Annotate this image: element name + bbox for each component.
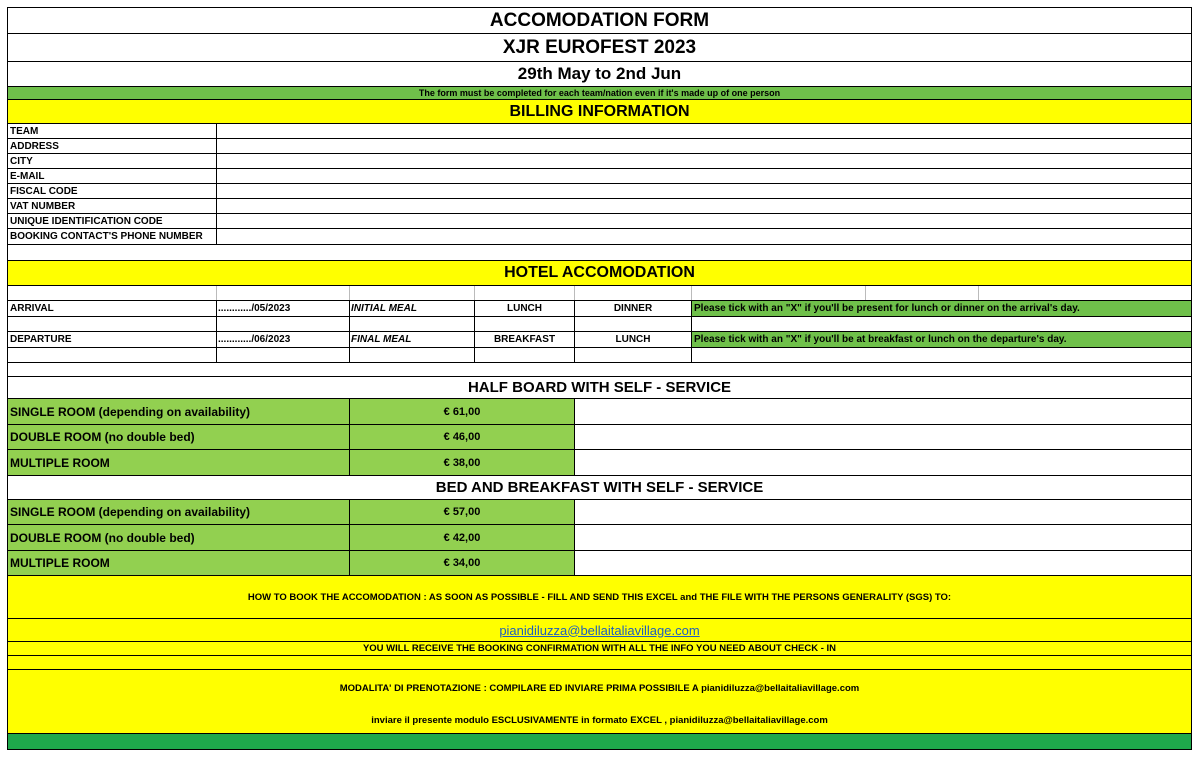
- bnb-multiple-quantity[interactable]: [574, 551, 1191, 575]
- bnb-room-row: [7, 500, 1192, 525]
- bottom-band: [7, 734, 1192, 750]
- accomodation-form: [7, 7, 1192, 750]
- departure-note: Please tick with an "X" if you'll be at breakfast or lunch on the departure's day.: [691, 332, 1191, 347]
- address-input[interactable]: [216, 139, 1191, 153]
- half-board-room-row: [7, 425, 1192, 450]
- departure-label: DEPARTURE: [10, 334, 72, 345]
- billing-label: VAT NUMBER: [10, 200, 76, 212]
- grid-cell: [865, 286, 978, 300]
- spacer-row: [7, 245, 1192, 261]
- room-name: SINGLE ROOM (depending on availability): [8, 399, 349, 424]
- event-title: XJR EUROFEST 2023: [502, 36, 697, 58]
- phone-input[interactable]: [216, 229, 1191, 244]
- departure-blank-cell: [691, 348, 1191, 362]
- grid-cell: [349, 286, 474, 300]
- arrival-blank-cell: [349, 317, 474, 331]
- half-board-multiple-quantity[interactable]: [574, 450, 1191, 475]
- booking-email-link[interactable]: pianidiluzza@bellaitaliavillage.com: [499, 622, 700, 638]
- event-title-row: [7, 34, 1192, 62]
- email-row: [7, 619, 1192, 642]
- billing-row-fiscal-code: [7, 184, 1192, 199]
- billing-row-unique-code: [7, 214, 1192, 229]
- how-to-book-text: HOW TO BOOK THE ACCOMODATION : AS SOON AS POSSIBLE - FILL AND SEND THIS EXCEL and THE FILE WITH THE PERSONS GENERALITY (SGS) TO:: [247, 591, 952, 603]
- half-board-heading-row: [7, 377, 1192, 399]
- city-input[interactable]: [216, 154, 1191, 168]
- initial-meal-label: INITIAL MEAL: [349, 301, 474, 316]
- final-meal-label: FINAL MEAL: [349, 332, 474, 347]
- hotel-heading: HOTEL ACCOMODATION: [504, 264, 695, 281]
- hotel-heading-row: [7, 261, 1192, 286]
- half-board-single-quantity[interactable]: [574, 399, 1191, 424]
- departure-blank-cell: [216, 348, 349, 362]
- half-board-double-quantity[interactable]: [574, 425, 1191, 449]
- departure-lunch-label: LUNCH: [574, 332, 691, 347]
- team-input[interactable]: [216, 124, 1191, 138]
- billing-label: E-MAIL: [10, 170, 45, 182]
- room-price: € 34,00: [349, 551, 574, 575]
- departure-blank-cell: [349, 348, 474, 362]
- arrival-lunch-label: LUNCH: [474, 301, 574, 316]
- booking-email-link-cell: [8, 619, 1191, 641]
- room-name: DOUBLE ROOM (no double bed): [8, 425, 349, 449]
- grid-cell: [978, 286, 1191, 300]
- departure-breakfast-tick[interactable]: [474, 348, 574, 362]
- arrival-tick-row: [7, 317, 1192, 332]
- grid-cell: [574, 286, 691, 300]
- half-board-room-row: [7, 399, 1192, 425]
- room-name: SINGLE ROOM (depending on availability): [8, 500, 349, 524]
- grid-cell: [474, 286, 574, 300]
- billing-label: CITY: [10, 155, 33, 167]
- half-board-room-row: [7, 450, 1192, 476]
- room-name: MULTIPLE ROOM: [8, 450, 349, 475]
- bnb-single-quantity[interactable]: [574, 500, 1191, 524]
- bnb-heading-row: [7, 476, 1192, 500]
- room-price: € 46,00: [349, 425, 574, 449]
- billing-label: FISCAL CODE: [10, 185, 78, 197]
- room-price: € 61,00: [349, 399, 574, 424]
- confirmation-row: [7, 642, 1192, 656]
- confirmation-text: YOU WILL RECEIVE THE BOOKING CONFIRMATION WITH ALL THE INFO YOU NEED ABOUT CHECK - IN: [362, 643, 837, 654]
- grid-cell: [216, 286, 349, 300]
- arrival-note: Please tick with an "X" if you'll be present for lunch or dinner on the arrival's day.: [691, 301, 1191, 316]
- modalita-text: MODALITA' DI PRENOTAZIONE : COMPILARE ED INVIARE PRIMA POSSIBILE A pianidiluzza@bellaitaliavillage.com: [339, 682, 860, 694]
- event-dates: 29th May to 2nd Jun: [517, 64, 682, 83]
- bnb-double-quantity[interactable]: [574, 525, 1191, 550]
- form-title-row: [7, 7, 1192, 34]
- departure-breakfast-label: BREAKFAST: [474, 332, 574, 347]
- room-price: € 42,00: [349, 525, 574, 550]
- arrival-blank-cell: [691, 317, 1191, 331]
- arrival-lunch-tick[interactable]: [474, 317, 574, 331]
- spacer-row: [7, 656, 1192, 670]
- bnb-heading: BED AND BREAKFAST WITH SELF - SERVICE: [435, 479, 764, 496]
- billing-row-address: [7, 139, 1192, 154]
- inviare-text: inviare il presente modulo ESCLUSIVAMENTE in formato EXCEL , pianidiluzza@bellaitaliavillage.com: [371, 714, 828, 726]
- billing-label: TEAM: [10, 125, 39, 137]
- departure-tick-row: [7, 348, 1192, 363]
- billing-heading-row: [7, 100, 1192, 124]
- fiscal-code-input[interactable]: [216, 184, 1191, 198]
- billing-row-city: [7, 154, 1192, 169]
- billing-row-vat-number: [7, 199, 1192, 214]
- half-board-heading: HALF BOARD WITH SELF - SERVICE: [467, 379, 732, 396]
- arrival-dinner-label: DINNER: [574, 301, 691, 316]
- event-dates-row: [7, 62, 1192, 87]
- billing-row-phone: [7, 229, 1192, 245]
- room-name: DOUBLE ROOM (no double bed): [8, 525, 349, 550]
- room-price: € 57,00: [349, 500, 574, 524]
- grid-cell: [691, 286, 865, 300]
- room-name: MULTIPLE ROOM: [8, 551, 349, 575]
- arrival-row: [7, 301, 1192, 317]
- how-to-book-row: [7, 576, 1192, 619]
- form-title: ACCOMODATION FORM: [489, 9, 710, 31]
- spacer-row: [7, 363, 1192, 377]
- email-input[interactable]: [216, 169, 1191, 183]
- billing-row-email: [7, 169, 1192, 184]
- billing-label: ADDRESS: [10, 140, 59, 152]
- vat-number-input[interactable]: [216, 199, 1191, 213]
- arrival-label: ARRIVAL: [10, 303, 54, 314]
- hotel-grid-row: [7, 286, 1192, 301]
- arrival-date-field[interactable]: ............/05/2023: [216, 301, 349, 316]
- bnb-room-row: [7, 551, 1192, 576]
- form-note: The form must be completed for each team/nation even if it's made up of one person: [418, 88, 781, 98]
- billing-row-team: [7, 124, 1192, 139]
- departure-date-field[interactable]: ............/06/2023: [216, 332, 349, 347]
- room-price: € 38,00: [349, 450, 574, 475]
- billing-label: UNIQUE IDENTIFICATION CODE: [10, 215, 163, 227]
- departure-row: [7, 332, 1192, 348]
- billing-heading: BILLING INFORMATION: [509, 102, 690, 120]
- bnb-room-row: [7, 525, 1192, 551]
- arrival-blank-cell: [216, 317, 349, 331]
- unique-code-input[interactable]: [216, 214, 1191, 228]
- departure-lunch-tick[interactable]: [574, 348, 691, 362]
- italian-instructions-row: [7, 670, 1192, 734]
- billing-label: BOOKING CONTACT'S PHONE NUMBER: [10, 231, 203, 242]
- form-note-row: [7, 87, 1192, 100]
- arrival-dinner-tick[interactable]: [574, 317, 691, 331]
